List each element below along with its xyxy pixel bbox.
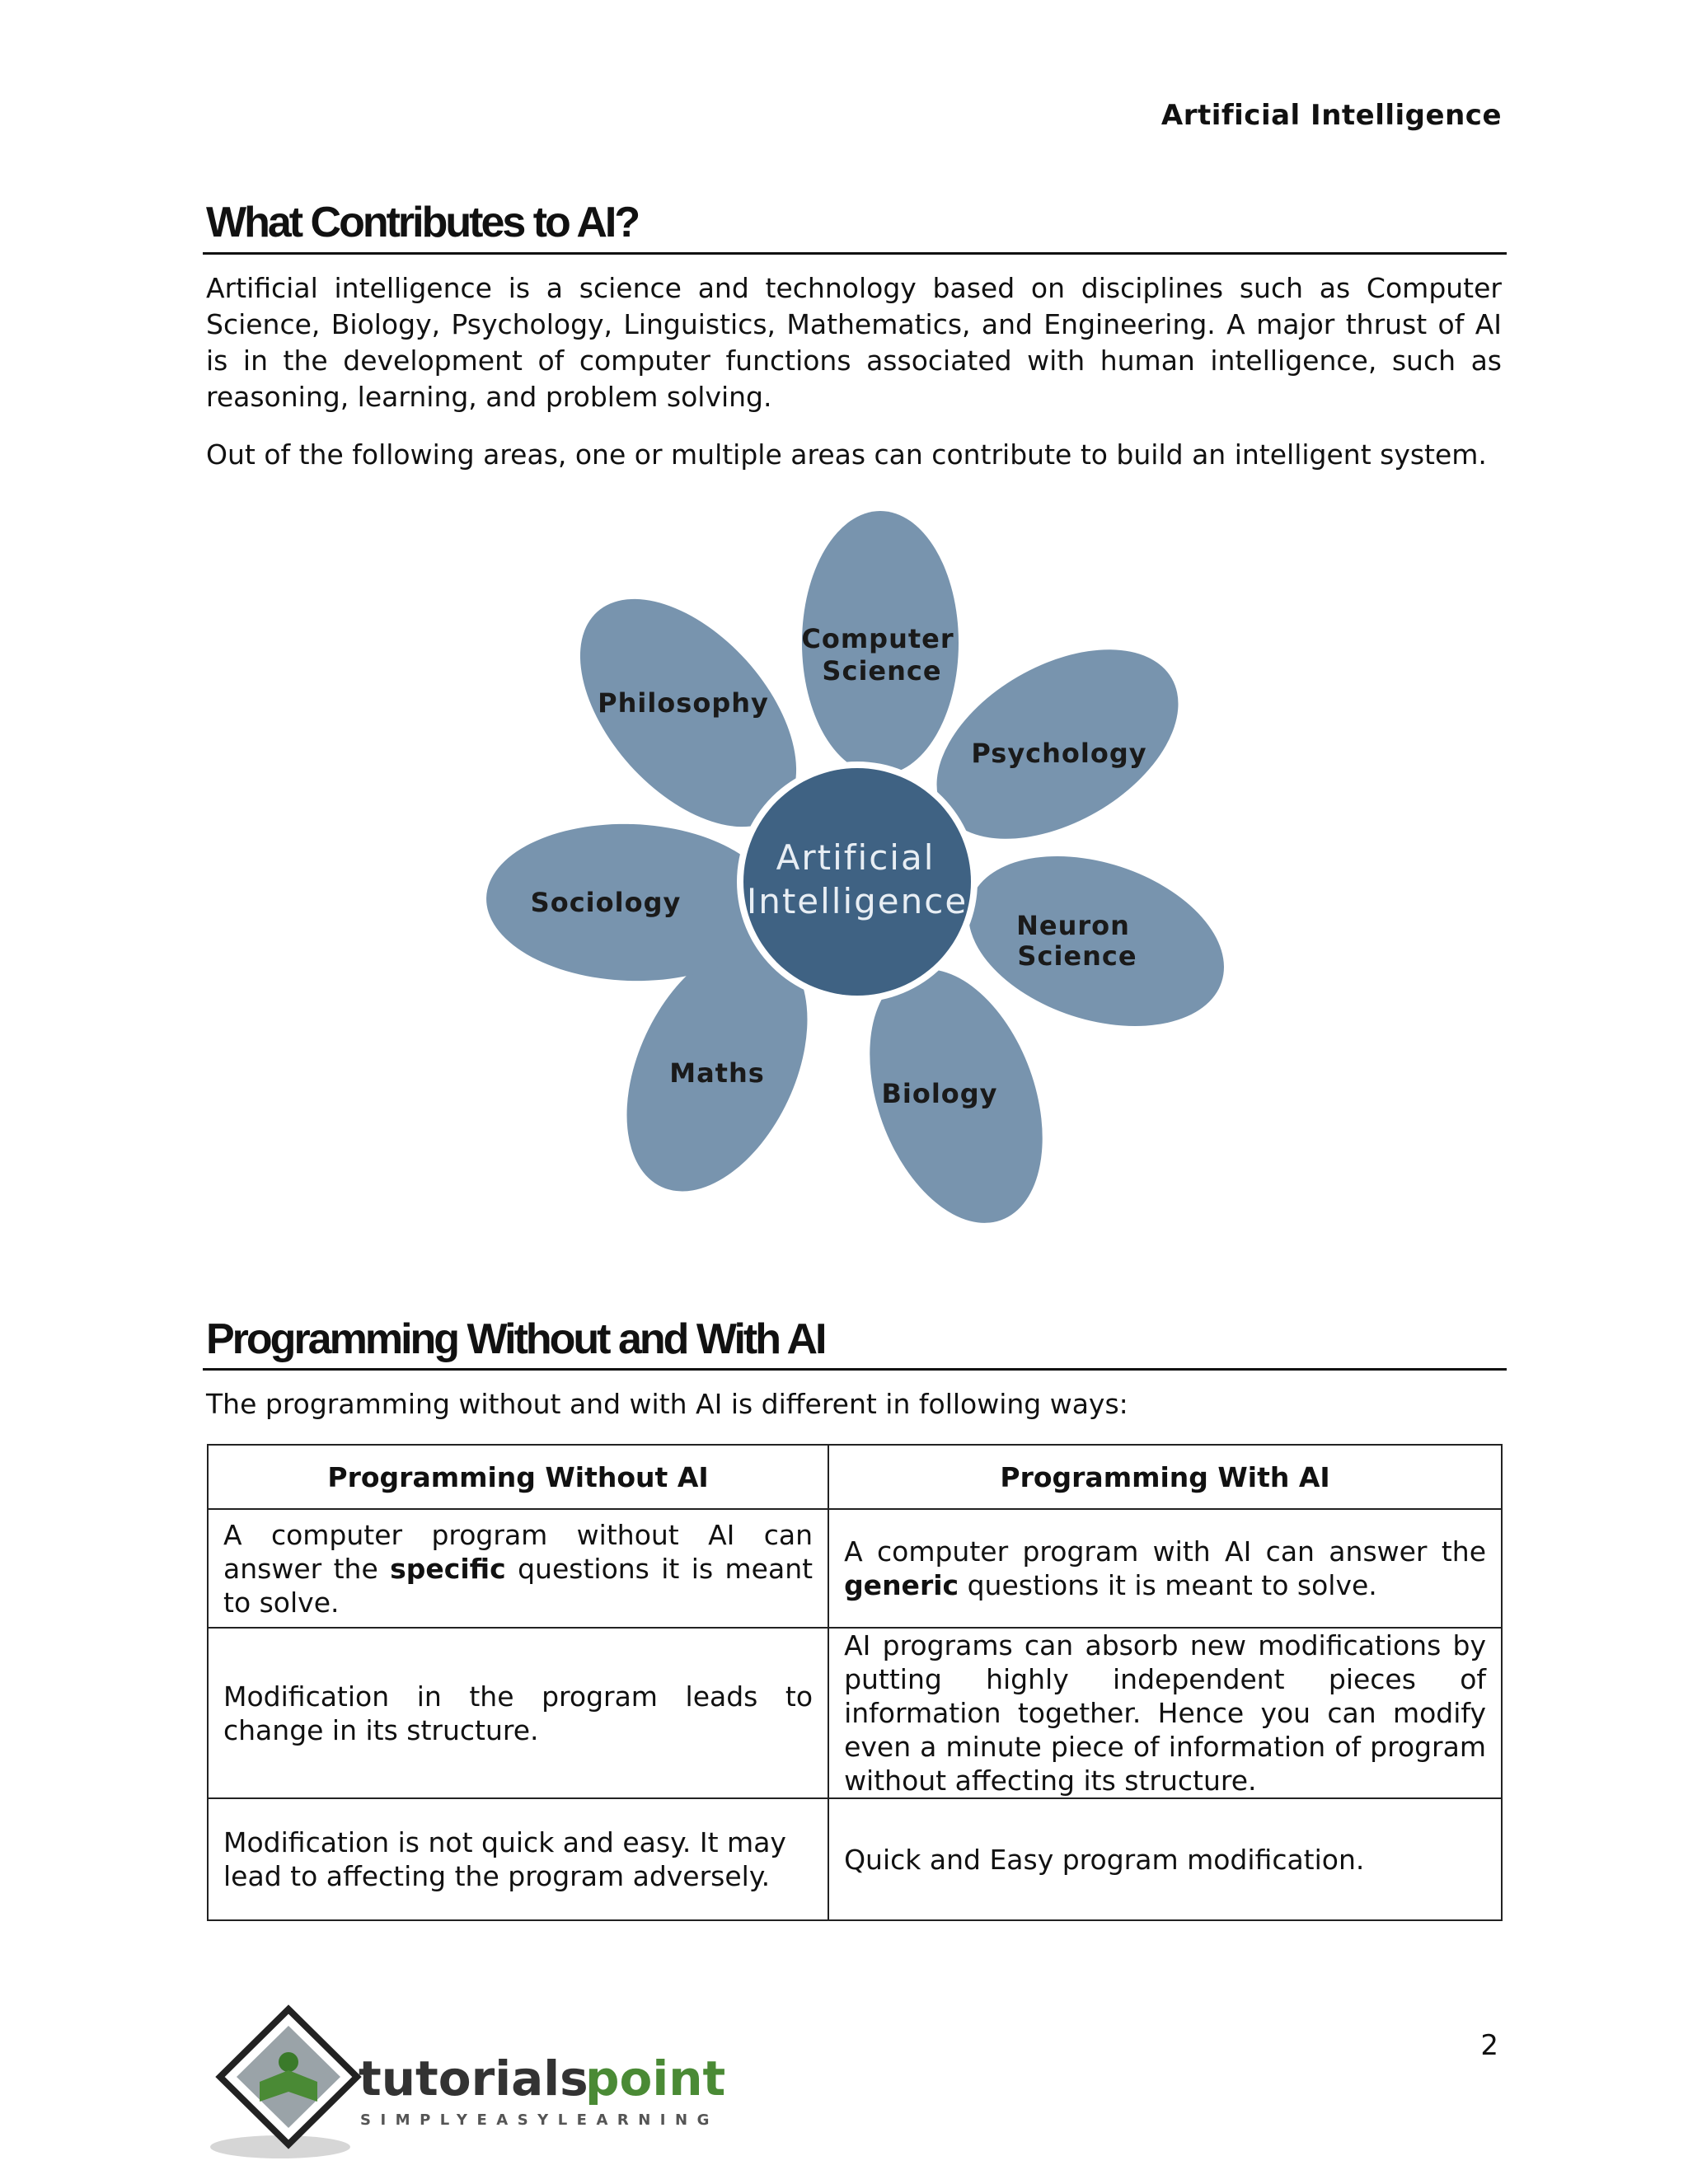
label-computer-science-1: Computer (801, 623, 954, 654)
table-cell: AI programs can absorb new modifications by putting highly independent pieces of information together. Hence you can modify even a minute piece of information of program without affecting its structure. (828, 1628, 1502, 1798)
table-row (208, 1628, 1502, 1798)
intro-paragraph: Artificial intelligence is a science and technology based on disciplines such as Computer Science, Biology, Psychology, Linguistics, Mathematics, and Engineering. A major thrust of AI is in the development of computer functions associated with human intelligence, such as reasoning, learning, and problem solving. (206, 272, 1502, 413)
areas-paragraph: Out of the following areas, one or multiple areas can contribute to build an intelligent system. (206, 438, 1487, 471)
label-maths: Maths (669, 1057, 765, 1089)
table-cell: Modification is not quick and easy. It may lead to affecting the program adversely. (208, 1798, 828, 1920)
table-cell: A computer program without AI can answer the specific questions it is meant to solve. (208, 1509, 828, 1628)
section-title-programming: Programming Without and With AI (206, 1315, 825, 1363)
logo-word-point: point (585, 2050, 726, 2107)
label-sociology: Sociology (530, 887, 682, 918)
table-cell: Quick and Easy program modification. (828, 1798, 1502, 1920)
column-header: Programming Without AI (208, 1445, 828, 1509)
column-header: Programming With AI (828, 1445, 1502, 1509)
logo-word-tutorials: tutorials (359, 2050, 588, 2107)
emphasis: specific (390, 1552, 506, 1585)
label-philosophy: Philosophy (598, 687, 769, 719)
tutorialspoint-logo (210, 2003, 738, 2168)
comparison-table (207, 1444, 1503, 1921)
section-title-contributes: What Contributes to AI? (206, 199, 639, 246)
title-underline (203, 1368, 1507, 1371)
center-label-line1: Artificial (776, 837, 935, 878)
programming-intro: The programming without and with AI is different in following ways: (206, 1388, 1128, 1420)
table-header-row (208, 1445, 1502, 1509)
label-biology: Biology (881, 1078, 998, 1109)
label-psychology: Psychology (971, 738, 1147, 769)
table-row (208, 1798, 1502, 1920)
page-number: 2 (1480, 2029, 1498, 2062)
emphasis: generic (844, 1569, 959, 1601)
logo-tagline: SIMPLYEASYLEARNING (360, 2111, 719, 2129)
table-cell: A computer program with AI can answer the generic questions it is meant to solve. (828, 1509, 1502, 1628)
table-cell: Modification in the program leads to change in its structure. (208, 1628, 828, 1798)
label-neuron-science-1: Neuron (1016, 910, 1130, 941)
table-row (208, 1509, 1502, 1628)
label-computer-science-2: Science (822, 655, 942, 687)
running-header: Artificial Intelligence (1160, 99, 1502, 132)
center-label-line2: Intelligence (746, 881, 968, 921)
label-neuron-science-2: Science (1017, 940, 1137, 972)
